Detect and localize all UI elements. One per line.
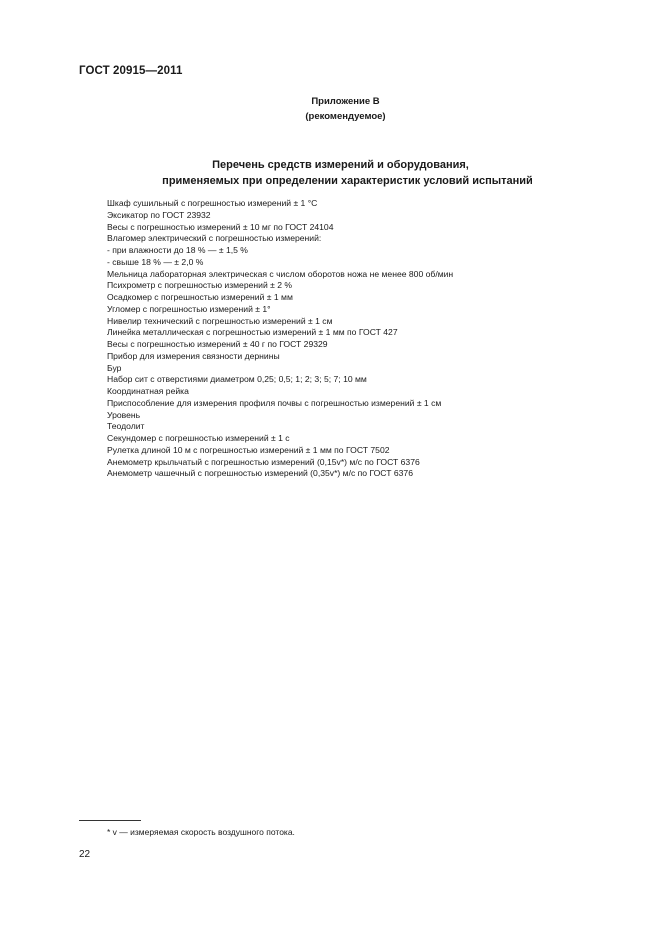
list-item: Анемометр крыльчатый с погрешностью измерений (0,15v*) м/с по ГОСТ 6376	[107, 456, 420, 467]
list-item: Рулетка длиной 10 м с погрешностью измерений ± 1 мм по ГОСТ 7502	[107, 444, 390, 455]
appendix-status: (рекомендуемое)	[305, 111, 386, 122]
list-item: Психрометр с погрешностью измерений ± 2 %	[107, 280, 293, 291]
list-item: Весы с погрешностью измерений ± 10 мг по ГОСТ 24104	[107, 221, 334, 232]
list-item: Мельница лабораторная электрическая с числом оборотов ножа не менее 800 об/мин	[107, 268, 454, 279]
list-item: Анемометр чашечный с погрешностью измерений (0,35v*) м/с по ГОСТ 6376	[107, 468, 413, 479]
list-item: Бур	[107, 362, 122, 373]
list-item: Приспособление для измерения профиля почвы с погрешностью измерений ± 1 см	[107, 397, 442, 408]
list-heading-line1: Перечень средств измерений и оборудования,	[212, 159, 469, 171]
list-heading	[0, 157, 661, 189]
list-item: Нивелир технический с погрешностью измерений ± 1 см	[107, 315, 333, 326]
appendix-heading	[0, 94, 661, 124]
list-item: Угломер с погрешностью измерений ± 1°	[107, 303, 271, 314]
list-item: Теодолит	[107, 421, 145, 432]
footnote: * v — измеряемая скорость воздушного потока.	[107, 827, 295, 837]
list-item: Влагомер электрический с погрешностью измерений:	[107, 233, 322, 244]
list-item: Секундомер с погрешностью измерений ± 1 с	[107, 433, 290, 443]
list-heading-line2: применяемых при определении характеристик условий испытаний	[162, 175, 533, 187]
list-item: Осадкомер с погрешностью измерений ± 1 мм	[107, 292, 293, 302]
equipment-list	[107, 198, 453, 480]
footnote-divider	[79, 820, 141, 821]
list-item: Эксикатор по ГОСТ 23932	[107, 209, 211, 220]
standard-code: ГОСТ 20915—2011	[79, 65, 183, 77]
list-item: Набор сит с отверстиями диаметром 0,25; 0,5; 1; 2; 3; 5; 7; 10 мм	[107, 374, 367, 385]
list-item: Уровень	[107, 409, 141, 420]
list-item: Прибор для измерения связности дернины	[107, 350, 280, 361]
appendix-title: Приложение В	[311, 96, 380, 107]
list-item: Весы с погрешностью измерений ± 40 г по ГОСТ 29329	[107, 339, 328, 349]
list-item: - свыше 18 % — ± 2,0 %	[107, 256, 204, 267]
list-item: Координатная рейка	[107, 386, 189, 396]
list-item: Линейка металлическая с погрешностью измерений ± 1 мм по ГОСТ 427	[107, 327, 398, 338]
page-number: 22	[79, 849, 91, 860]
list-item: Шкаф сушильный с погрешностью измерений ± 1 °С	[107, 198, 318, 208]
list-item: - при влажности до 18 % — ± 1,5 %	[107, 245, 248, 255]
